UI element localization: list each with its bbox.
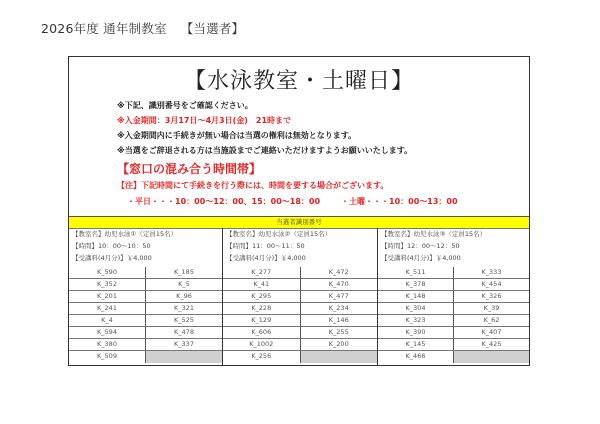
- id-cell: K_148: [405, 292, 426, 300]
- id-cell: K_407: [453, 327, 529, 338]
- table-row: [69, 327, 222, 339]
- table-row: [378, 291, 529, 303]
- id-cell: K_425: [453, 339, 529, 350]
- id-cell: K_525: [145, 315, 222, 326]
- table-row: [378, 339, 529, 351]
- table-row: [69, 267, 222, 279]
- table-row: [378, 279, 529, 291]
- id-cell: K_352: [97, 280, 117, 288]
- class-time: 【時間】11：00～11：50: [226, 242, 305, 250]
- note-decline-contact: ※当選をご辞退される方は当施設までご連絡いただけますようお願いいたします。: [117, 146, 413, 155]
- id-cell: K_4: [101, 316, 113, 324]
- id-cell: K_1002: [249, 340, 274, 348]
- table-row: [223, 303, 377, 315]
- winners-tag: 【当選者】: [180, 21, 245, 36]
- id-cell: K_146: [300, 315, 378, 326]
- id-cell: K_39: [453, 303, 529, 314]
- document-title-text: 2026年度 通年制教室: [41, 21, 167, 36]
- table-row: [223, 327, 377, 339]
- id-cell: K_511: [405, 268, 426, 276]
- id-cell: K_255: [300, 327, 378, 338]
- id-grid: [69, 267, 222, 363]
- id-cell: K_201: [97, 292, 117, 300]
- table-row: [69, 279, 222, 291]
- id-cell: K_200: [300, 339, 378, 350]
- table-row: [378, 327, 529, 339]
- table-row: [69, 339, 222, 351]
- class-column-3: [377, 228, 529, 365]
- id-grid: [378, 267, 529, 363]
- note-check-id: ※下記、識別番号をご確認ください。: [117, 101, 253, 110]
- table-row: [223, 291, 377, 303]
- notice-heading: 【水泳教室・土曜日】: [183, 69, 414, 94]
- empty-cell: [453, 351, 529, 363]
- class-fee: 【受講料(4月分)】￥4,000: [72, 254, 152, 262]
- table-row: [223, 351, 377, 363]
- id-cell: K_466: [405, 352, 426, 360]
- table-row: [378, 303, 529, 315]
- class-name: 【教室名】幼児水泳③（定員15名）: [381, 230, 487, 238]
- empty-cell: [145, 351, 222, 363]
- id-cell: K_380: [97, 340, 117, 348]
- table-row: [378, 267, 529, 279]
- class-name: 【教室名】幼児水泳①（定員15名）: [72, 230, 178, 238]
- busy-hours-saturday: ・土曜・・・10：00～13：00: [341, 197, 458, 206]
- table-row: [223, 279, 377, 291]
- table-row: [69, 351, 222, 363]
- id-cell: K_304: [405, 304, 426, 312]
- id-cell: K_129: [251, 316, 272, 324]
- id-cell: K_472: [300, 267, 378, 278]
- table-row: [223, 267, 377, 279]
- class-column-2: [222, 228, 377, 365]
- table-row: [378, 351, 529, 363]
- id-cell: K_470: [300, 279, 378, 290]
- table-row: [69, 315, 222, 327]
- winner-id-band: 当選者識別番号: [69, 216, 529, 229]
- id-cell: K_590: [97, 268, 117, 276]
- table-row: [69, 303, 222, 315]
- id-cell: K_454: [453, 279, 529, 290]
- class-name: 【教室名】幼児水泳②（定員15名）: [226, 230, 332, 238]
- table-row: [223, 315, 377, 327]
- id-cell: K_509: [97, 352, 117, 360]
- id-cell: K_145: [405, 340, 426, 348]
- id-cell: K_185: [145, 267, 222, 278]
- id-cell: K_594: [97, 328, 117, 336]
- class-fee: 【受講料(4月分)】￥4,000: [226, 254, 306, 262]
- id-cell: K_321: [145, 303, 222, 314]
- id-cell: K_241: [97, 304, 117, 312]
- table-row: [378, 315, 529, 327]
- busy-hours-title: 【窓口の混み合う時間帯】: [117, 162, 262, 176]
- empty-cell: [300, 351, 378, 363]
- id-cell: K_478: [145, 327, 222, 338]
- notice-box: [68, 56, 530, 366]
- id-cell: K_5: [145, 279, 222, 290]
- note-payment-period: ※入金期間：3月17日～4月3日(金) 21時まで: [117, 116, 292, 125]
- table-row: [223, 339, 377, 351]
- busy-hours-weekday: ・平日・・・10：00～12：00、15：00～18：00: [127, 197, 321, 206]
- id-cell: K_390: [405, 328, 426, 336]
- class-fee: 【受講料(4月分)】￥4,000: [381, 254, 461, 262]
- document-title: [41, 19, 244, 37]
- id-cell: K_323: [405, 316, 426, 324]
- id-grid: [223, 267, 377, 363]
- id-cell: K_62: [453, 315, 529, 326]
- class-time: 【時間】12：00～12：50: [381, 242, 460, 250]
- id-cell: K_234: [300, 303, 378, 314]
- id-cell: K_228: [251, 304, 272, 312]
- id-cell: K_606: [251, 328, 272, 336]
- id-cell: K_41: [253, 280, 270, 288]
- id-cell: K_477: [300, 291, 378, 302]
- id-cell: K_337: [145, 339, 222, 350]
- table-row: [69, 291, 222, 303]
- class-time: 【時間】10：00～10：50: [72, 242, 151, 250]
- id-cell: K_333: [453, 267, 529, 278]
- id-cell: K_326: [453, 291, 529, 302]
- busy-hours-caution: 【注】下記時間にて手続きを行う際には、時間を要する場合がございます。: [117, 181, 389, 190]
- class-column-1: [69, 228, 222, 365]
- id-cell: K_295: [251, 292, 272, 300]
- id-cell: K_96: [145, 291, 222, 302]
- id-cell: K_378: [405, 280, 426, 288]
- id-cell: K_277: [251, 268, 272, 276]
- note-invalid-warning: ※入金期間内に手続きが無い場合は当選の権利は無効となります。: [117, 131, 357, 140]
- id-cell: K_256: [251, 352, 272, 360]
